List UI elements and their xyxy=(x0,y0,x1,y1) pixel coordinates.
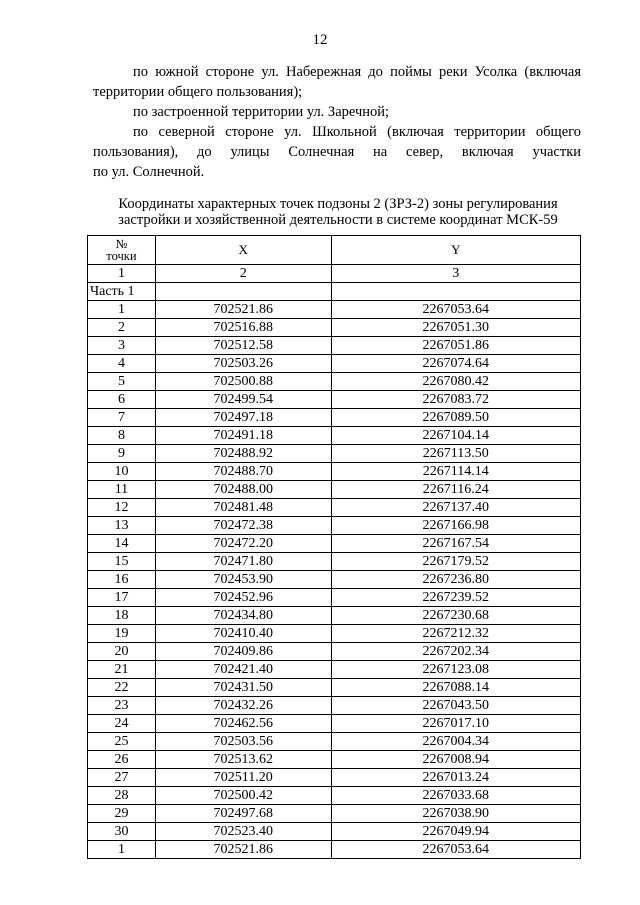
x-coordinate-cell: 702471.80 xyxy=(155,553,331,571)
caption-line-2: застройки и хозяйственной деятельности в системе координат МСК-59 xyxy=(118,212,558,228)
table-row xyxy=(88,373,581,391)
y-coordinate-cell: 2267038.90 xyxy=(331,805,580,823)
table-row xyxy=(88,535,581,553)
point-number-cell: 1 xyxy=(88,841,156,859)
point-number-cell: 5 xyxy=(88,373,156,391)
point-number-cell: 30 xyxy=(88,823,156,841)
table-row xyxy=(88,571,581,589)
x-coordinate-cell: 702521.86 xyxy=(155,841,331,859)
y-coordinate-cell: 2267080.42 xyxy=(331,373,580,391)
table-row xyxy=(88,841,581,859)
y-coordinate-cell: 2267239.52 xyxy=(331,589,580,607)
point-number-cell: 22 xyxy=(88,679,156,697)
x-coordinate-cell: 702434.80 xyxy=(155,607,331,625)
table-row xyxy=(88,661,581,679)
point-number-cell: 2 xyxy=(88,319,156,337)
x-coordinate-cell: 702472.38 xyxy=(155,517,331,535)
point-number-cell: 9 xyxy=(88,445,156,463)
y-coordinate-cell: 2267043.50 xyxy=(331,697,580,715)
y-coordinate-cell: 2267017.10 xyxy=(331,715,580,733)
x-coordinate-cell: 702500.88 xyxy=(155,373,331,391)
point-number-cell: 7 xyxy=(88,409,156,427)
y-coordinate-cell: 2267033.68 xyxy=(331,787,580,805)
y-coordinate-cell: 2267088.14 xyxy=(331,679,580,697)
point-number-cell: 15 xyxy=(88,553,156,571)
header-y: Y xyxy=(331,236,580,265)
point-number-cell: 14 xyxy=(88,535,156,553)
table-row xyxy=(88,625,581,643)
table-row xyxy=(88,769,581,787)
y-coordinate-cell: 2267236.80 xyxy=(331,571,580,589)
x-coordinate-cell: 702523.40 xyxy=(155,823,331,841)
y-coordinate-cell: 2267049.94 xyxy=(331,823,580,841)
y-coordinate-cell: 2267053.64 xyxy=(331,841,580,859)
table-row xyxy=(88,301,581,319)
x-coordinate-cell: 702513.62 xyxy=(155,751,331,769)
x-coordinate-cell: 702488.92 xyxy=(155,445,331,463)
point-number-cell: 6 xyxy=(88,391,156,409)
point-number-cell: 20 xyxy=(88,643,156,661)
point-number-cell: 13 xyxy=(88,517,156,535)
x-coordinate-cell: 702472.20 xyxy=(155,535,331,553)
column-index-cell: 2 xyxy=(155,265,331,283)
table-row xyxy=(88,553,581,571)
point-number-cell: 17 xyxy=(88,589,156,607)
x-coordinate-cell: 702521.86 xyxy=(155,301,331,319)
x-coordinate-cell: 702481.48 xyxy=(155,499,331,517)
header-no-symbol: № xyxy=(115,237,128,251)
x-coordinate-cell: 702431.50 xyxy=(155,679,331,697)
x-coordinate-cell: 702462.56 xyxy=(155,715,331,733)
point-number-cell: 10 xyxy=(88,463,156,481)
point-number-cell: 11 xyxy=(88,481,156,499)
y-coordinate-cell: 2267113.50 xyxy=(331,445,580,463)
point-number-cell: 28 xyxy=(88,787,156,805)
y-coordinate-cell: 2267230.68 xyxy=(331,607,580,625)
point-number-cell: 16 xyxy=(88,571,156,589)
table-row xyxy=(88,823,581,841)
y-coordinate-cell: 2267114.14 xyxy=(331,463,580,481)
table-row xyxy=(88,715,581,733)
table-row xyxy=(88,697,581,715)
x-coordinate-cell: 702421.40 xyxy=(155,661,331,679)
x-coordinate-cell: 702488.00 xyxy=(155,481,331,499)
x-coordinate-cell: 702497.18 xyxy=(155,409,331,427)
table-row xyxy=(88,589,581,607)
y-coordinate-cell: 2267137.40 xyxy=(331,499,580,517)
part-label: Часть 1 xyxy=(88,283,156,301)
header-x: X xyxy=(155,236,331,265)
x-coordinate-cell: 702410.40 xyxy=(155,625,331,643)
page-number: 12 xyxy=(312,32,328,48)
point-number-cell: 27 xyxy=(88,769,156,787)
point-number-cell: 24 xyxy=(88,715,156,733)
table-row xyxy=(88,679,581,697)
table-row xyxy=(88,643,581,661)
empty-cell xyxy=(331,283,580,301)
table-row xyxy=(88,607,581,625)
table-row xyxy=(88,409,581,427)
point-number-cell: 3 xyxy=(88,337,156,355)
paragraph-south-side: по южной стороне ул. Набережная до поймы реки Усолка (включая территории общего пользования); xyxy=(93,64,581,100)
x-coordinate-cell: 702488.70 xyxy=(155,463,331,481)
y-coordinate-cell: 2267013.24 xyxy=(331,769,580,787)
x-coordinate-cell: 702409.86 xyxy=(155,643,331,661)
point-number-cell: 4 xyxy=(88,355,156,373)
header-no-label: точки xyxy=(106,249,137,263)
y-coordinate-cell: 2267116.24 xyxy=(331,481,580,499)
table-row xyxy=(88,733,581,751)
y-coordinate-cell: 2267104.14 xyxy=(331,427,580,445)
y-coordinate-cell: 2267053.64 xyxy=(331,301,580,319)
x-coordinate-cell: 702497.68 xyxy=(155,805,331,823)
header-point-number xyxy=(88,236,156,265)
x-coordinate-cell: 702503.56 xyxy=(155,733,331,751)
x-coordinate-cell: 702516.88 xyxy=(155,319,331,337)
point-number-cell: 8 xyxy=(88,427,156,445)
table-row xyxy=(88,481,581,499)
table-body xyxy=(88,265,581,859)
table-row xyxy=(88,337,581,355)
x-coordinate-cell: 702452.96 xyxy=(155,589,331,607)
table-row xyxy=(88,463,581,481)
point-number-cell: 1 xyxy=(88,301,156,319)
y-coordinate-cell: 2267051.86 xyxy=(331,337,580,355)
column-index-cell: 3 xyxy=(331,265,580,283)
y-coordinate-cell: 2267089.50 xyxy=(331,409,580,427)
point-number-cell: 18 xyxy=(88,607,156,625)
table-caption xyxy=(93,196,583,228)
empty-cell xyxy=(155,283,331,301)
y-coordinate-cell: 2267202.34 xyxy=(331,643,580,661)
x-coordinate-cell: 702453.90 xyxy=(155,571,331,589)
paragraph-north-side: по северной стороне ул. Школьной (включая территории общего пользования), до улицы Солнечная на север, включая участки xyxy=(93,124,581,160)
coordinates-table xyxy=(87,235,581,859)
table-row xyxy=(88,499,581,517)
x-coordinate-cell: 702491.18 xyxy=(155,427,331,445)
x-coordinate-cell: 702500.42 xyxy=(155,787,331,805)
column-index-row xyxy=(88,265,581,283)
x-coordinate-cell: 702499.54 xyxy=(155,391,331,409)
y-coordinate-cell: 2267167.54 xyxy=(331,535,580,553)
y-coordinate-cell: 2267074.64 xyxy=(331,355,580,373)
y-coordinate-cell: 2267212.32 xyxy=(331,625,580,643)
x-coordinate-cell: 702512.58 xyxy=(155,337,331,355)
point-number-cell: 26 xyxy=(88,751,156,769)
point-number-cell: 21 xyxy=(88,661,156,679)
table-row xyxy=(88,751,581,769)
x-coordinate-cell: 702503.26 xyxy=(155,355,331,373)
caption-line-1: Координаты характерных точек подзоны 2 (ЗРЗ-2) зоны регулирования xyxy=(118,196,558,212)
table-row xyxy=(88,319,581,337)
point-number-cell: 23 xyxy=(88,697,156,715)
x-coordinate-cell: 702511.20 xyxy=(155,769,331,787)
y-coordinate-cell: 2267166.98 xyxy=(331,517,580,535)
table-row xyxy=(88,445,581,463)
body-text xyxy=(93,62,581,182)
table-row xyxy=(88,355,581,373)
table-header-row xyxy=(88,236,581,265)
paragraph-solnechnaya: по ул. Солнечной. xyxy=(93,164,205,180)
y-coordinate-cell: 2267123.08 xyxy=(331,661,580,679)
y-coordinate-cell: 2267004.34 xyxy=(331,733,580,751)
point-number-cell: 29 xyxy=(88,805,156,823)
y-coordinate-cell: 2267179.52 xyxy=(331,553,580,571)
y-coordinate-cell: 2267051.30 xyxy=(331,319,580,337)
x-coordinate-cell: 702432.26 xyxy=(155,697,331,715)
table-row xyxy=(88,805,581,823)
point-number-cell: 12 xyxy=(88,499,156,517)
table-row xyxy=(88,787,581,805)
table-row xyxy=(88,517,581,535)
point-number-cell: 19 xyxy=(88,625,156,643)
y-coordinate-cell: 2267008.94 xyxy=(331,751,580,769)
paragraph-built-territory: по застроенной территории ул. Заречной; xyxy=(133,104,390,120)
table-row xyxy=(88,427,581,445)
point-number-cell: 25 xyxy=(88,733,156,751)
column-index-cell: 1 xyxy=(88,265,156,283)
y-coordinate-cell: 2267083.72 xyxy=(331,391,580,409)
part-row xyxy=(88,283,581,301)
table-row xyxy=(88,391,581,409)
